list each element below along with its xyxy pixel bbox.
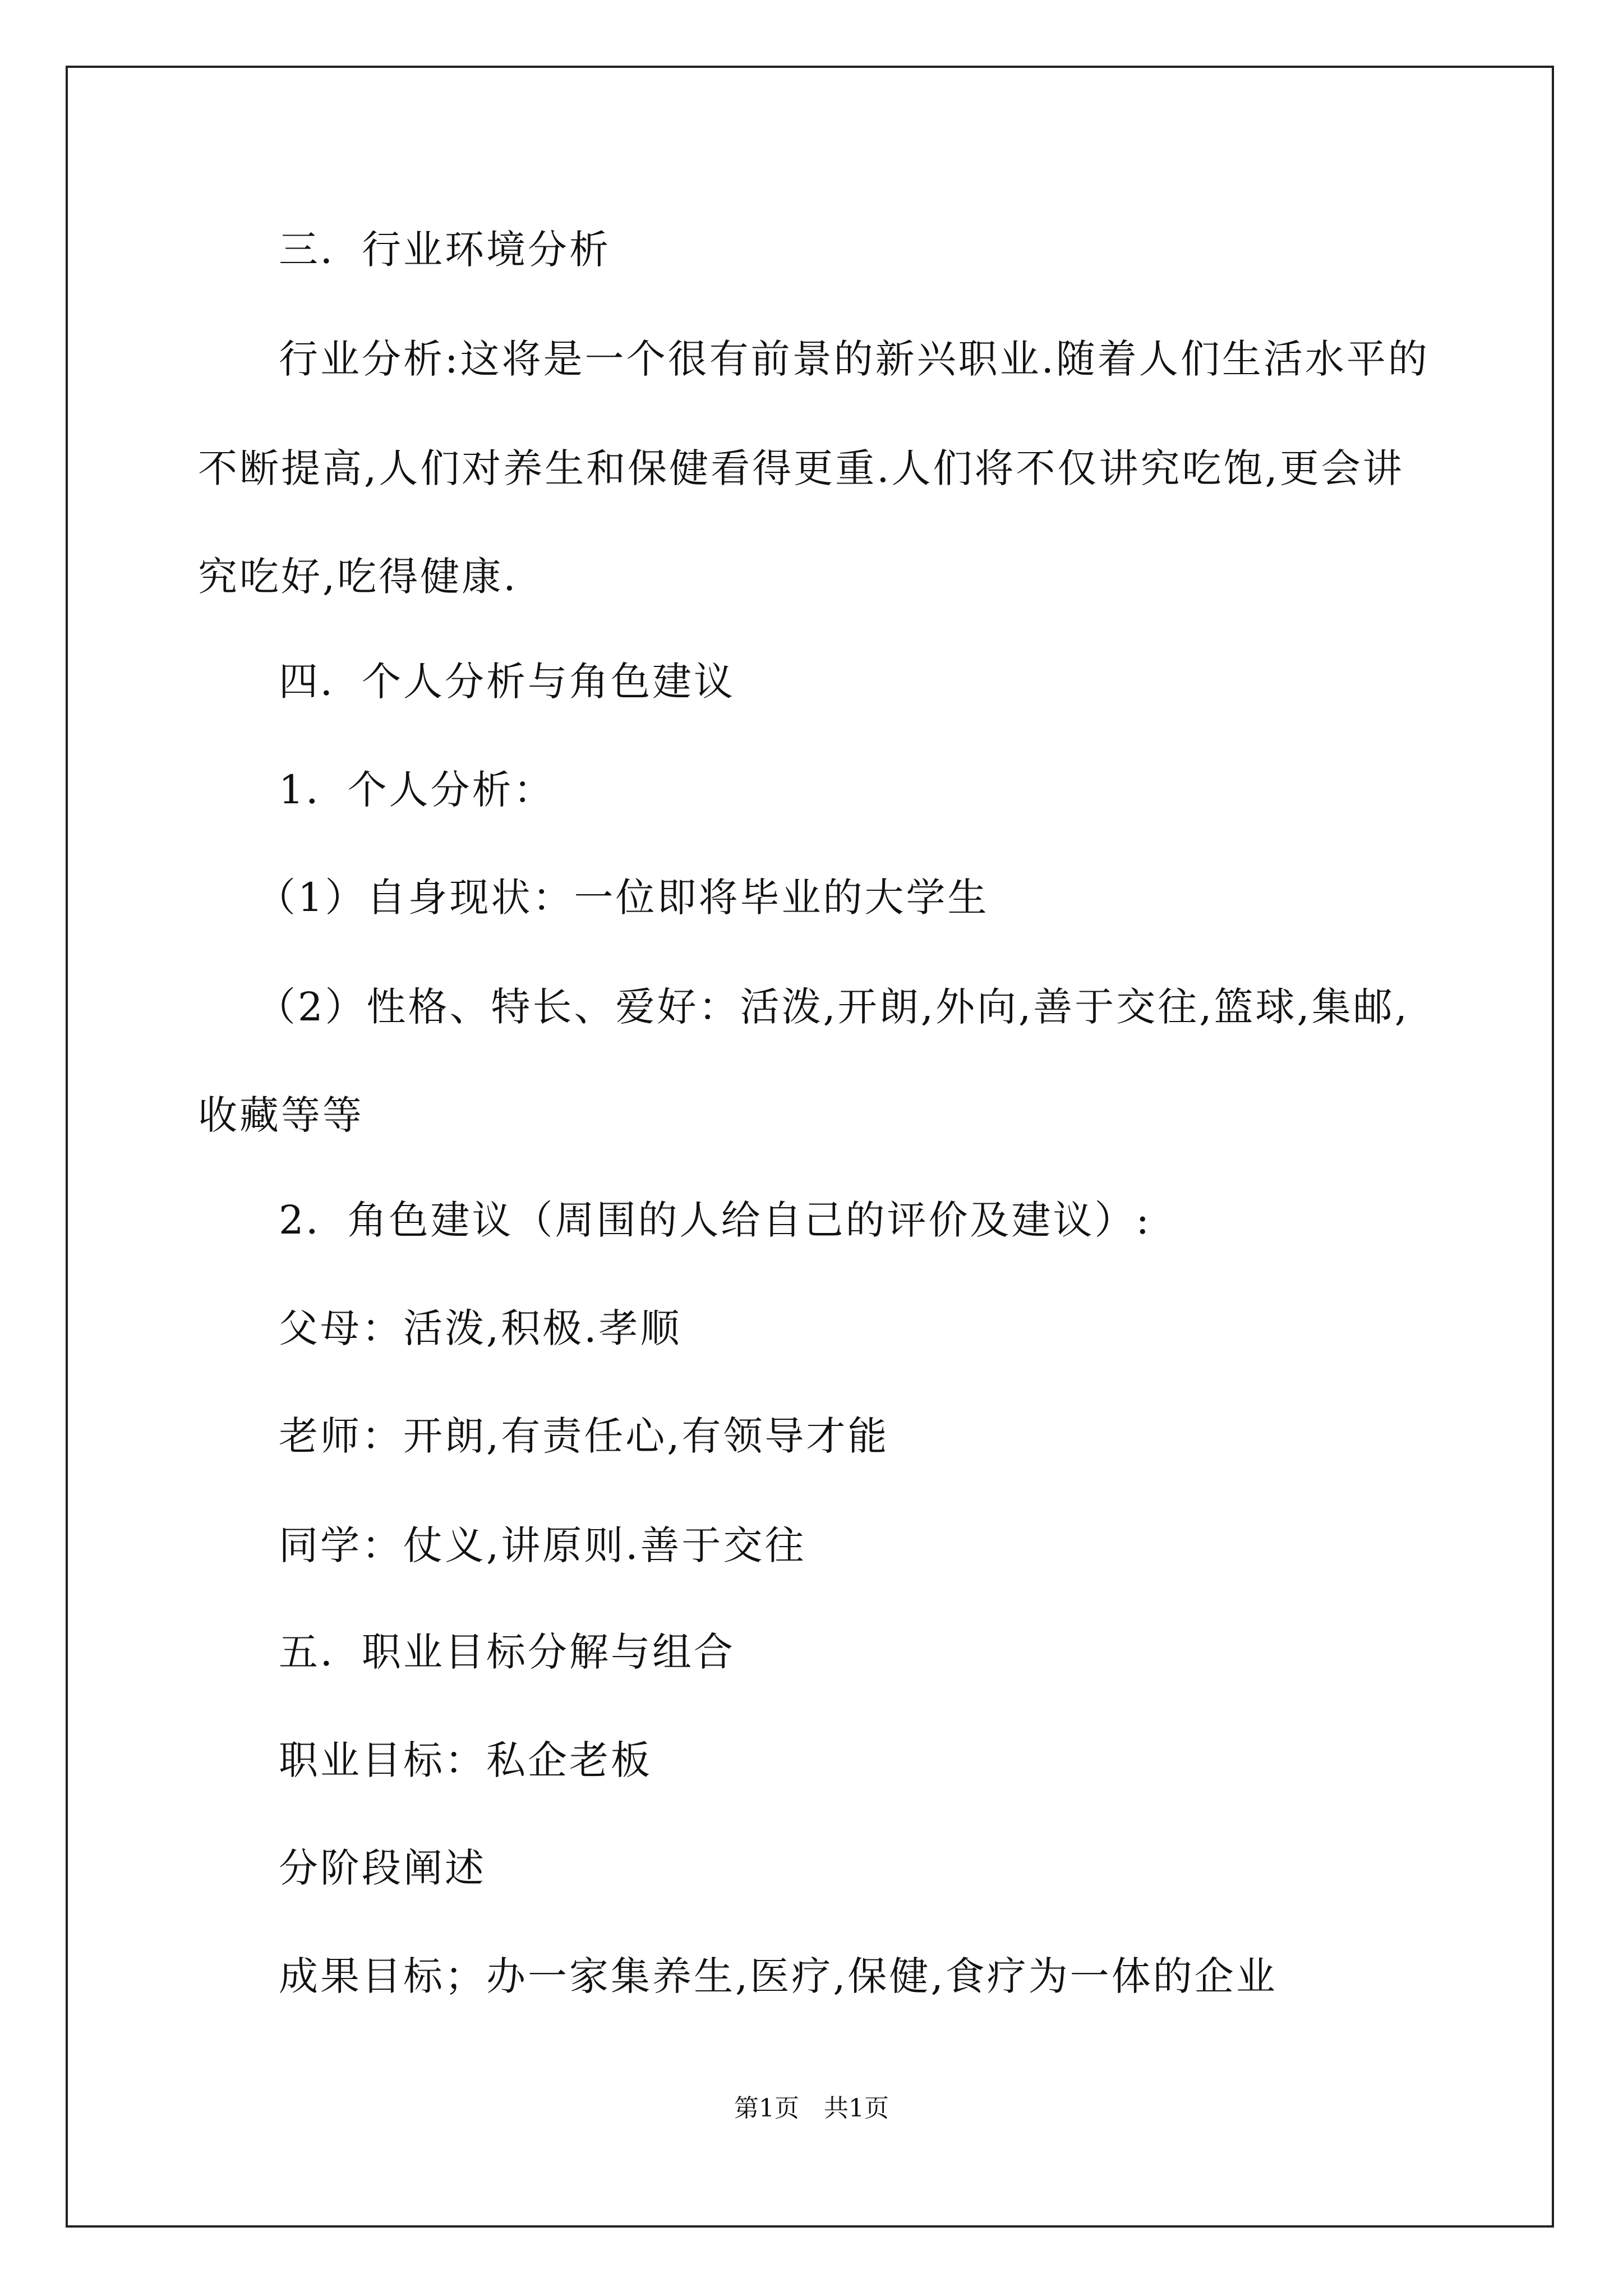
- list-item: 父母：活泼,积极.孝顺: [279, 1305, 682, 1351]
- paragraph-line: 不断提高,人们对养生和保健看得更重.人们将不仅讲究吃饱,更会讲: [198, 445, 1404, 491]
- list-item: 老师：开朗,有责任心,有领导才能: [279, 1413, 889, 1459]
- page-border: [66, 66, 1554, 2228]
- paragraph-line: 成果目标；办一家集养生,医疗,保健,食疗为一体的企业: [279, 1953, 1278, 1999]
- section-heading-career-goal: 五．职业目标分解与组合: [279, 1629, 735, 1675]
- page-footer: 第1页 共1页: [734, 2094, 889, 2123]
- paragraph-line: 究吃好,吃得健康.: [198, 554, 518, 600]
- subheading-personal-analysis: 1．个人分析：: [279, 767, 555, 813]
- list-item: 同学：仗义,讲原则.善于交往: [279, 1522, 806, 1568]
- list-item: （1）自身现状：一位即将毕业的大学生: [256, 875, 989, 921]
- subheading-role-advice: 2．角色建议（周围的人给自己的评价及建议）:: [279, 1197, 1152, 1243]
- paragraph-line: 收藏等等: [198, 1092, 364, 1138]
- list-item: （2）性格、特长、爱好：活泼,开朗,外向,善于交往,篮球,集邮,: [256, 984, 1410, 1030]
- paragraph-line: 行业分析:这将是一个很有前景的新兴职业.随着人们生活水平的: [279, 336, 1430, 382]
- section-heading-industry: 三．行业环境分析: [279, 227, 611, 273]
- paragraph-line: 职业目标：私企老板: [279, 1737, 652, 1783]
- section-heading-personal: 四．个人分析与角色建议: [279, 659, 735, 705]
- paragraph-line: 分阶段阐述: [279, 1845, 486, 1891]
